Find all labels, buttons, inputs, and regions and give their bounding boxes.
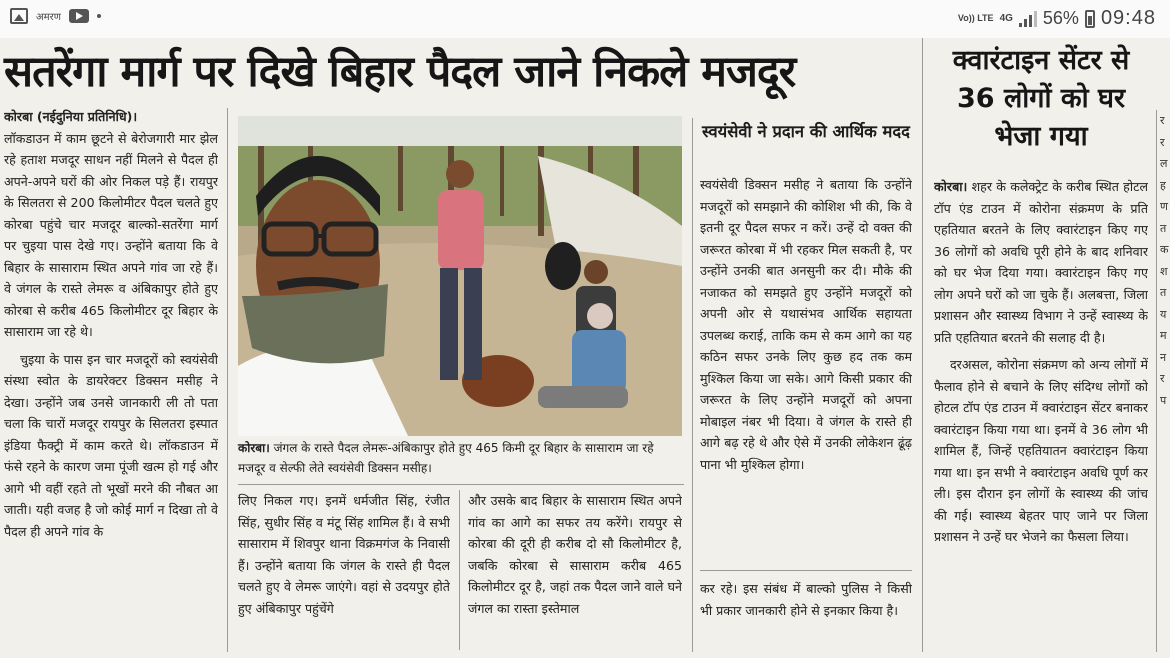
column-rule: [459, 490, 460, 650]
volte-indicator: Vo)) LTE: [957, 13, 994, 23]
side-article-paragraph-1: शहर के कलेक्ट्रेट के करीब स्थित होटल टॉप एंड टाउन में कोरोना संक्रमण के प्रति एहतियात बरतने के लिए क्वारंटाइन किए गए 36 लोगों को अवधि पूरी होने के बाद शनिवार को घर भेज दिया गया। क्वारंटाइन किए गए लोग अपने घरों को जा चुके हैं। अलबत्ता, जिला प्रशासन और स्वास्थ्य विभाग ने उन्हें स्वास्थ्य के प्रति एहतियात बरतने की सलाह दी है।: [934, 179, 1148, 345]
side-article-dateline: कोरबा।: [934, 179, 968, 194]
side-article-headline: क्वारंटाइन सेंटर से 36 लोगों को घर भेजा गया: [952, 45, 1130, 152]
more-dot-icon: [97, 14, 101, 18]
battery-icon: [1085, 10, 1095, 28]
youtube-icon: [69, 9, 89, 23]
clock-time: 09:48: [1100, 7, 1156, 29]
side-article-paragraph-2: दरअसल, कोरोना संक्रमण को अन्य लोगों में फैलाव होने से बचाने के लिए संदिग्ध लोगों को होटल टॉप एंड टाउन में क्वारंटाइन सेंटर बनाकर क्वारंटाइन किया गया था। इनमें वे 36 लोग भी शामिल हैं, जिन्हें एहतियातन क्वारंटाइन किया गया था। इन सभी ने क्वारंटाइन अवधि पूर्ण कर ली। इस दौरान इन लोगों के स्वास्थ्य की जांच की गई। स्वास्थ्य बेहतर पाए जाने पर जिला प्रशासन ने उन्हें घर भेजने का फैसला लिया।: [934, 357, 1148, 544]
article-dateline: कोरबा (नईदुनिया प्रतिनिधि)।: [4, 109, 138, 124]
gallery-icon: [10, 8, 28, 24]
article-column-1: [4, 106, 218, 654]
news-photo: [238, 116, 682, 436]
column-rule: [227, 108, 228, 652]
column-rule: [692, 118, 693, 652]
article-column-2: लिए निकल गए। इनमें धर्मजीत सिंह, रंजीत सिंह, सुधीर सिंह व मंटू सिंह शामिल हैं। वे सभी सासाराम में शिवपुर थाना विक्रमगंज के निवासी हैं। उन्होंने बताया कि जंगल के रास्ते ही पैदल चलते हुए वे लेमरू जाएंगे। वहां से उदयपुर होते हुए अंबिकापुर पहुंचेंगे: [238, 493, 450, 616]
caption-text: जंगल के रास्ते पैदल लेमरू-अंबिकापुर होते हुए 465 किमी दूर बिहार के सासाराम जा रहे मजदूर व सेल्फी लेते स्वयंसेवी डिक्सन मसीह।: [238, 441, 654, 475]
status-bar-right: [958, 7, 1156, 30]
battery-percent: 56%: [1042, 8, 1079, 28]
photo-caption: [238, 438, 684, 478]
article-column-4: स्वयंसेवी डिक्सन मसीह ने बताया कि उन्होंने मजदूरों को समझाने की कोशिश भी की, कि वे इतनी दूर पैदल सफर न करें। उन्हें दो वक्त की जरूरत कोरबा में भी रहकर मिल सकती है, पर उन्होंने उनकी बात अनसुनी कर दी। मौके की नजाकत को समझते हुए उन्होंने मजदूरों को अपनी ओर से यथासंभव आर्थिक सहायता उपलब्ध कराई, ताकि कम से कम आगे का यह कठिन सफर उनके लिए कुछ हद तक कम मुश्किल किया जा सके। आगे किसी प्रकार की जरूरत के लिए उन्होंने मजदूरों को अपना मोबाइल नंबर भी दिया। वे जंगल के रास्ते ही आगे बढ़ रहे थे और ऐसे में उनकी लोकेशन ढूंढ़ पाना भी मुश्किल होगा।: [700, 177, 912, 472]
article-column-3: और उसके बाद बिहार के सासाराम स्थित अपने गांव का आगे का सफर तय करेंगे। रायपुर से कोरबा की दूरी ही करीब दो सौ किलोमीटर है, जबकि कोरबा से सासाराम करीब 465 किलोमीटर दूर है, जहां तक पैदल जाने वाले घने जंगल का रास्ता इस्तेमाल: [468, 493, 682, 616]
network-type: 4G: [999, 13, 1013, 24]
signal-icon: [1019, 11, 1037, 27]
article-column-4-continued: कर रहे। इस संबंध में बाल्को पुलिस ने किसी भी प्रकार जानकारी होने से इनकार किया है।: [700, 581, 912, 618]
article-headline: सतरेंगा मार्ग पर दिखे बिहार पैदल जाने निकले मजदूर: [4, 47, 796, 97]
article-paragraph-1: लॉकडाउन में काम छूटने से बेरोजगारी मार झेल रहे हताश मजदूर साधन नहीं मिलने से पैदल ही अपने-अपने घरों की ओर निकल पड़े हैं। रायपुर के सिलतरा से 200 किलोमीटर पैदल चलते हुए कोरबा पहुंचे चार मजदूर बाल्को-सतरेंगा मार्ग पर चुइया पास देखे गए। उन्होंने बताया कि वे बिहार के सासाराम स्थित अपने गांव जा रहे हैं। वे जंगल के रास्ते लेमरू व अंबिकापुर होते हुए कोरबा से करीब 465 किलोमीटर दूर बिहार के सासाराम जा रहे थे।: [4, 130, 218, 339]
caption-dateline: कोरबा।: [238, 441, 270, 455]
status-bar-left: [10, 8, 101, 24]
article-subheading: स्वयंसेवी ने प्रदान की आर्थिक मदद: [702, 122, 910, 141]
app-label: अमरण: [36, 12, 61, 23]
news-photo-illustration: [238, 116, 682, 436]
column-divider: [922, 38, 923, 652]
caption-rule: [238, 484, 684, 485]
side-article-body: [934, 176, 1148, 654]
status-bar: [0, 0, 1170, 38]
column-rule: [700, 570, 912, 571]
column-rule: [1156, 110, 1157, 652]
cut-off-column-edge: र र ल ह ण त क श त य म न र प: [1160, 114, 1169, 407]
article-paragraph-2: चुइया के पास इन चार मजदूरों को स्वयंसेवी संस्था स्वोत के डायरेक्टर डिक्सन मसीह ने देखा। उन्होंने जब उनसे जानकारी ली तो पता चला कि चारों मजदूर रायपुर के सिलतरा इस्पात इंडिया फैक्ट्री में काम करते थे। लॉकडाउन में फंसे रहने के कारण जमा पूंजी खत्म हो गई और आगे भी वहीं रहते तो भूखों मरने की नौबत आ जाती। यही वजह है जो कोई मार्ग न दिखा तो वे पैदल ही अपने गांव के: [4, 351, 218, 539]
